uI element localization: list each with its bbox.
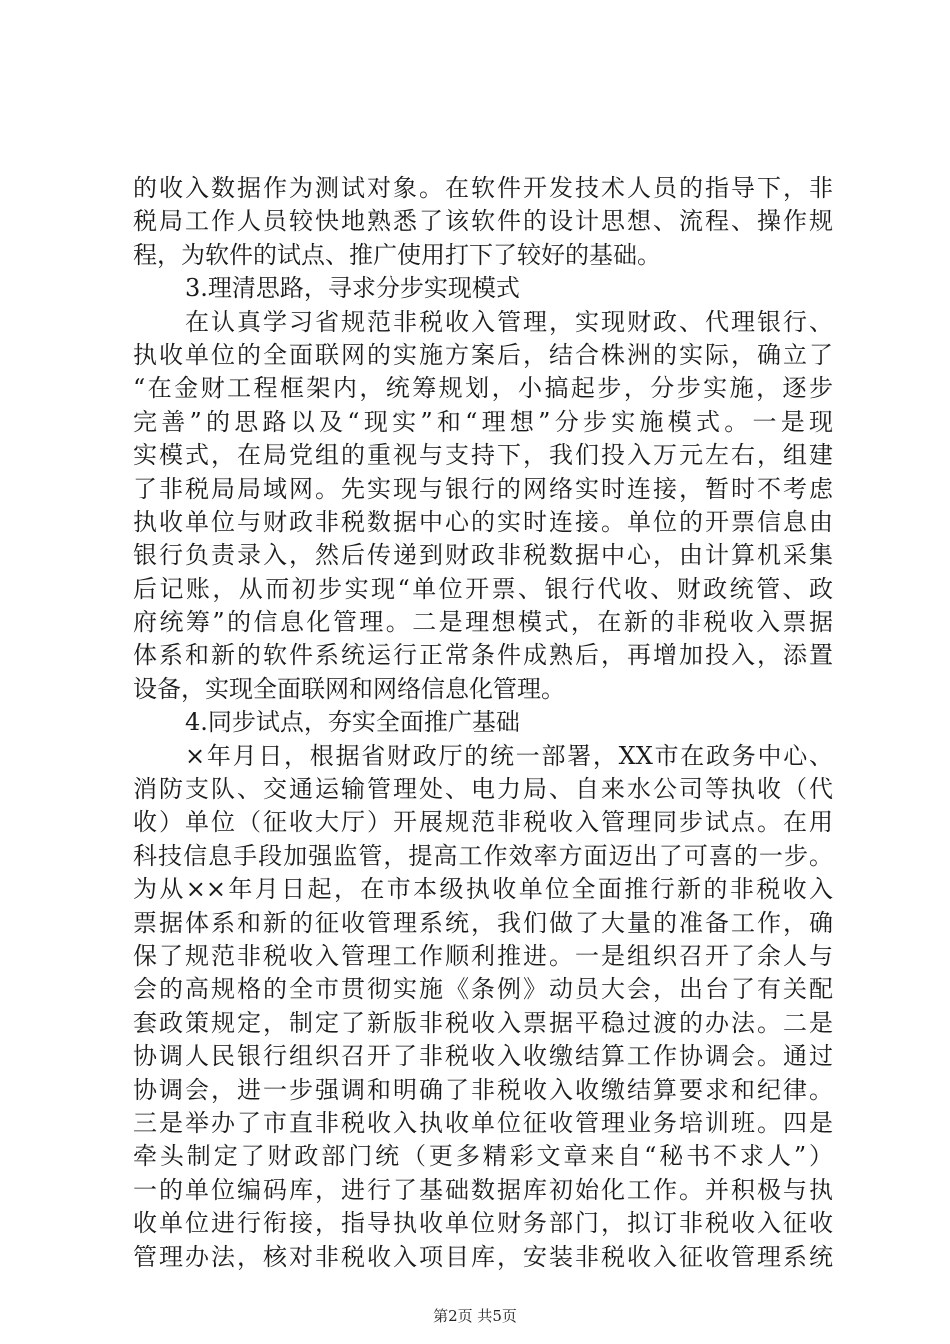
text-line: “在金财工程框架内，统筹规划，小搞起步，分步实施，逐步 xyxy=(133,374,833,403)
text-line: 体系和新的软件系统运行正常条件成熟后，再增加投入，添置 xyxy=(133,641,833,670)
text-line: 一的单位编码库，进行了基础数据库初始化工作。并积极与执 xyxy=(133,1175,833,1204)
text-line: 税局工作人员较快地熟悉了该软件的设计思想、流程、操作规 xyxy=(133,207,833,236)
text-line: 三是举办了市直非税收入执收单位征收管理业务培训班。四是 xyxy=(133,1108,833,1137)
text-line: 牵头制定了财政部门统（更多精彩文章来自“秘书不求人”） xyxy=(133,1142,833,1171)
text-line: 协调会，进一步强调和明确了非税收入收缴结算要求和纪律。 xyxy=(133,1075,833,1104)
text-line: 银行负责录入，然后传递到财政非税数据中心，由计算机采集 xyxy=(133,541,833,570)
text-line: 套政策规定，制定了新版非税收入票据平稳过渡的办法。二是 xyxy=(133,1008,833,1037)
text-line: 保了规范非税收入管理工作顺利推进。一是组织召开了余人与 xyxy=(133,941,833,970)
text-line: 了非税局局域网。先实现与银行的网络实时连接，暂时不考虑 xyxy=(133,474,833,503)
text-line: 收）单位（征收大厅）开展规范非税收入管理同步试点。在用 xyxy=(133,808,833,837)
text-line: 管理办法，核对非税收入项目库，安装非税收入征收管理系统 xyxy=(133,1242,833,1271)
text-line: 消防支队、交通运输管理处、电力局、自来水公司等执收（代 xyxy=(133,775,833,804)
text-line: 协调人民银行组织召开了非税收入收缴结算工作协调会。通过 xyxy=(133,1042,833,1071)
text-line: 后记账，从而初步实现“单位开票、银行代收、财政统管、政 xyxy=(133,574,833,603)
text-line: 执收单位与财政非税数据中心的实时连接。单位的开票信息由 xyxy=(133,507,833,536)
text-line: 完善”的思路以及“现实”和“理想”分步实施模式。一是现 xyxy=(133,407,833,436)
text-line: 设备，实现全面联网和网络信息化管理。 xyxy=(133,674,565,703)
text-line: 执收单位的全面联网的实施方案后，结合株洲的实际，确立了 xyxy=(133,340,833,369)
text-line: 科技信息手段加强监管，提高工作效率方面迈出了可喜的一步。 xyxy=(133,841,833,870)
page-number: 第2页 共5页 xyxy=(433,1307,517,1325)
text-line: 票据体系和新的征收管理系统，我们做了大量的准备工作，确 xyxy=(133,908,833,937)
text-line: 府统筹”的信息化管理。二是理想模式，在新的非税收入票据 xyxy=(133,608,833,637)
text-line: 在认真学习省规范非税收入管理，实现财政、代理银行、 xyxy=(185,307,833,336)
section-heading: 3.理清思路，寻求分步实现模式 xyxy=(185,274,520,303)
text-line: 程，为软件的试点、推广使用打下了较好的基础。 xyxy=(133,240,661,269)
text-line: 实模式，在局党组的重视与支持下，我们投入万元左右，组建 xyxy=(133,441,833,470)
text-line: 会的高规格的全市贯彻实施《条例》动员大会，出台了有关配 xyxy=(133,975,833,1004)
text-line: 的收入数据作为测试对象。在软件开发技术人员的指导下，非 xyxy=(133,174,833,202)
text-line: 为从××年月日起，在市本级执收单位全面推行新的非税收入 xyxy=(133,875,833,904)
text-line: 收单位进行衔接，指导执收单位财务部门，拟订非税收入征收 xyxy=(133,1209,833,1238)
body-text xyxy=(133,172,833,1274)
text-line: ×年月日，根据省财政厅的统一部署，XX市在政务中心、 xyxy=(185,741,833,770)
section-heading: 4.同步试点，夯实全面推广基础 xyxy=(185,708,520,737)
